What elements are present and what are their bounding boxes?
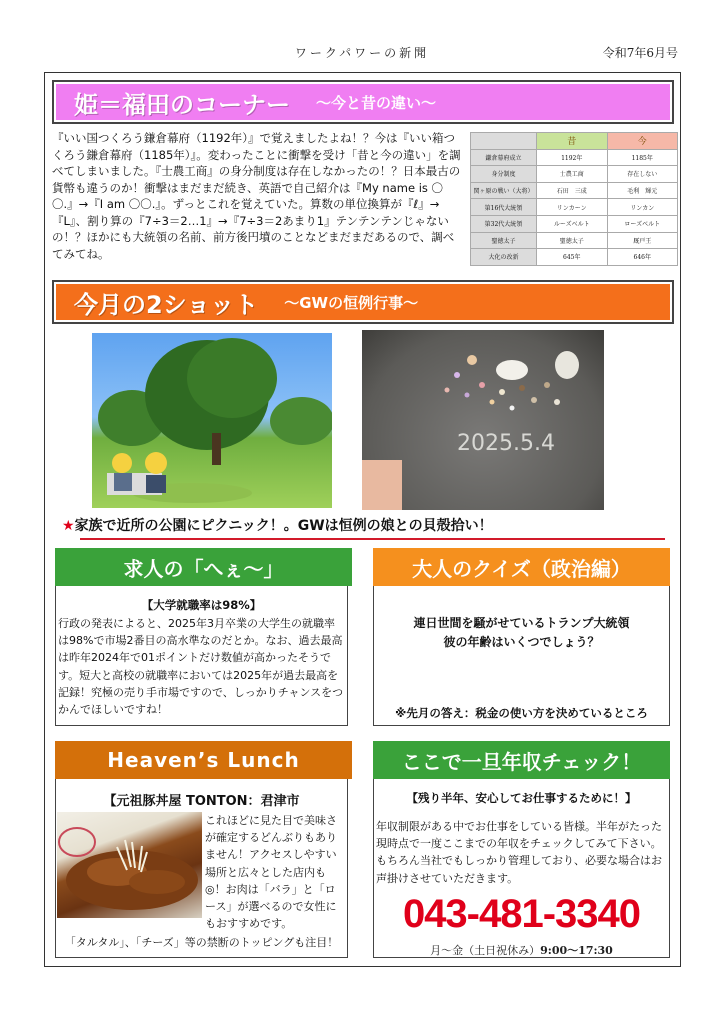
two-shot-caption-text: 家族で近所の公園にピクニック！。GWは恒例の娘との貝殻拾い！ [74, 518, 493, 534]
table-row [471, 249, 678, 266]
table-header-new: 今 [607, 133, 678, 150]
table-row-label: 大化の改新 [471, 249, 537, 266]
then-now-table [470, 132, 678, 266]
phone-number[interactable]: 043-481-3340 [402, 892, 641, 936]
table-row [471, 232, 678, 249]
table-row-label: 鎌倉幕府成立 [471, 149, 537, 166]
seashells-on-rock-photo [362, 330, 604, 510]
smiley-icon [145, 452, 167, 474]
table-cell-old: 聖徳太子 [537, 232, 608, 249]
table-row-label: 身分制度 [471, 166, 537, 183]
table-cell-new: 厩戸王 [607, 232, 678, 249]
income-check-subtitle: 【残り半年、安心してお仕事するために！】 [406, 791, 637, 805]
table-cell-new: 646年 [607, 249, 678, 266]
table-row [471, 199, 678, 216]
table-cell-old: 1192年 [537, 149, 608, 166]
table-cell-new: 毛利 輝元 [607, 182, 678, 199]
table-row-label: 第32代大統領 [471, 215, 537, 232]
quiz-question [373, 614, 670, 652]
table-corner-cell [471, 133, 537, 150]
caption-underline [80, 538, 665, 540]
jobs-title: 求人の「へぇ～」 [55, 548, 352, 586]
two-shot-banner [52, 280, 674, 324]
business-days: 月～金（土日祝休み） [430, 944, 541, 957]
quiz-question-line: 彼の年齢はいくつでしょう？ [443, 635, 600, 649]
hime-corner-subtitle: ～今と昔の違い～ [316, 93, 437, 112]
smiley-icon [112, 453, 132, 473]
photo-date-text: 2025.5.4 [457, 431, 555, 456]
income-check-text: 年収制限がある中でお仕事をしている皆様。半年がたった現時点で一度ここまでの年収をチェックしてみて下さい。もちろん当社でもしっかり管理しており、必要な場合はお声掛けさせていただきます。 [376, 820, 662, 885]
lunch-restaurant: 【元祖豚丼屋 TONTON：君津市 [103, 794, 300, 809]
table-cell-old: 645年 [537, 249, 608, 266]
two-shot-title: 今月の2ショット [74, 290, 259, 319]
table-header-old: 昔 [537, 133, 608, 150]
issue-date: 令和7年6月号 [602, 46, 678, 60]
table-cell-old: リンカーン [537, 199, 608, 216]
table-cell-new: リンカン [607, 199, 678, 216]
table-cell-new: 1185年 [607, 149, 678, 166]
hime-corner-text: 『いい国つくろう鎌倉幕府（1192年）』で覚えましたよね！？今は『いい箱つくろう鎌倉幕府（1185年）』。変わったことに衝撃を受け「昔と今の違い」を調べてしまいました。『士農工商』の身分制度は存在しなかったの！？日本最古の貨幣も違うのか！衝撃はまだまだ続き、英語で自己紹介は『My name is 〇〇.』→『I am 〇〇.』。ずっとこれを覚えていた。算数の単位換算が『ℓ』→『L』、割り算の『7÷3＝2…1』→『7÷3＝2あまり1』テンテンテンじゃないの！？ほかにも大統領の名前、前方後円墳のことなどまだまだあるので、調べてみてね。 [52, 131, 461, 261]
hime-corner-title: 姫＝福田のコーナー [74, 90, 290, 119]
table-row [471, 166, 678, 183]
table-row-label: 第16代大統領 [471, 199, 537, 216]
table-cell-old: 士農工商 [537, 166, 608, 183]
table-cell-new: 存在しない [607, 166, 678, 183]
business-time: 9:00～17:30 [540, 944, 613, 957]
table-cell-old: ルーズベルト [537, 215, 608, 232]
lunch-text: これほどに見た目で美味さが確定するどんぶりもありません！アクセスしやすい場所と広々とした店内も◎！お肉は「バラ」と「ロース」が選べるので女性にもおすすめです。 [205, 814, 337, 931]
table-row [471, 149, 678, 166]
hime-corner-banner [52, 80, 674, 124]
jobs-text: 行政の発表によると、2025年3月卒業の大学生の就職率は98%で市場2番目の高水準なのだとか。なお、過去最高は昨年2024年で01ポイントだけ数値が高かったそうです。短大と高校の就職率においては2025年が過去最高を記録！究極の売り手市場ですので、しっかりチャンスをつかんでほしいですね！ [58, 617, 344, 717]
lunch-title: Heaven’s Lunch [55, 741, 352, 779]
park-picnic-photo [92, 333, 332, 508]
jobs-subtitle: 【大学就職率は98%】 [141, 598, 262, 612]
table-cell-old: 石田 三成 [537, 182, 608, 199]
table-row-label: 聖徳太子 [471, 232, 537, 249]
table-row-label: 関ヶ原の戦い（大将） [471, 182, 537, 199]
butadon-photo [57, 812, 202, 918]
quiz-question-line: 連日世間を騒がせているトランプ大統領 [413, 616, 630, 630]
table-row [471, 215, 678, 232]
table-row [471, 182, 678, 199]
quiz-title: 大人のクイズ（政治編） [373, 548, 670, 586]
lunch-footer: 「タルタル」、「チーズ」等の禁断のトッピングも注目！ [64, 936, 339, 949]
quiz-last-answer: ※先月の答え：税金の使い方を決めているところ [395, 706, 648, 720]
two-shot-caption [62, 515, 493, 535]
newspaper-title: ワークパワーの新聞 [294, 46, 430, 60]
two-shot-subtitle: ～GWの恒例行事～ [284, 293, 419, 312]
star-icon: ★ [62, 518, 75, 534]
business-hours [373, 942, 670, 958]
table-cell-new: ローズベルト [607, 215, 678, 232]
income-check-title: ここで一旦年収チェック！ [373, 741, 670, 779]
